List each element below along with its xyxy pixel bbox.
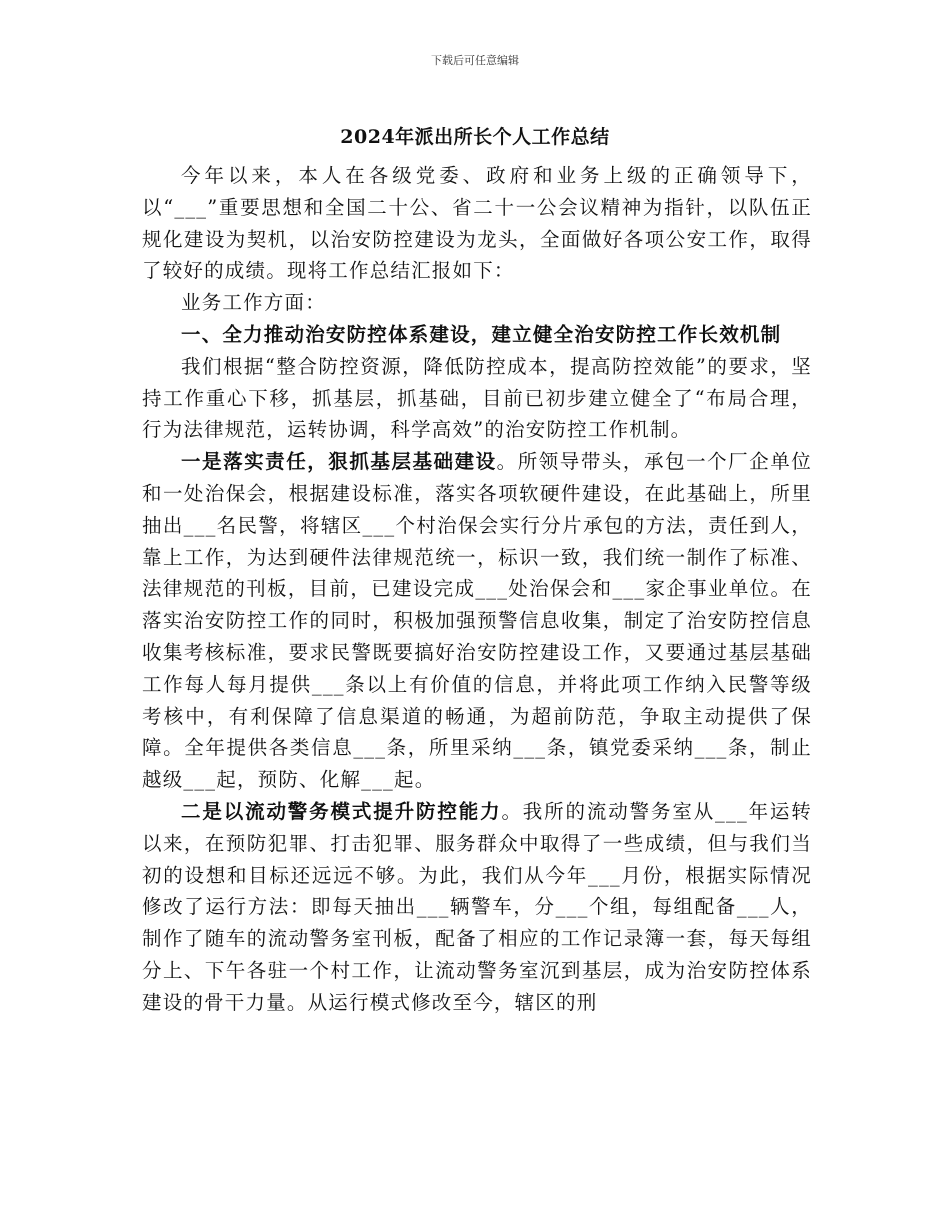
intro-paragraph: 今年以来，本人在各级党委、政府和业务上级的正确领导下，以“___”重要思想和全国二十公、省二十一公会议精神为指针，以队伍正规化建设为契机，以治安防控建设为龙头，全面做好各项公安工作，取得了较好的成绩。现将工作总结汇报如下： xyxy=(142,164,812,283)
section1-paragraph: 我们根据“整合防控资源，降低防控成本，提高防控效能”的要求，坚持工作重心下移，抓基层，抓基础，目前已初步建立健全了“布局合理，行为法律规范，运转协调，科学高效”的治安防控工作机制。 xyxy=(142,354,812,442)
section1-heading: 一、全力推动治安防控体系建设，建立健全治安防控工作长效机制 xyxy=(181,322,782,346)
item2-paragraph xyxy=(142,796,812,1019)
business-paragraph: 业务工作方面： xyxy=(181,291,326,315)
item1-lead: 一是落实责任，狠抓基层基础建设 xyxy=(181,450,497,474)
item2-body: 。我所的流动警务室从___年运转以来，在预防犯罪、打击犯罪、服务群众中取得了一些成绩，但与我们当初的设想和目标还远远不够。为此，我们从今年___月份，根据实际情况修改了运行方法：即每天抽出___辆警车，分___个组，每组配备___人，制作了随车的流动警务室刊板，配备了相应的工作记录簿一套，每天每组分上、下午各驻一个村工作，让流动警务室沉到基层，成为治安防控体系建设的骨干力量。从运行模式修改至今，辖区的刑 xyxy=(142,799,812,1014)
item1-paragraph xyxy=(142,446,812,796)
item2-lead: 二是以流动警务模式提升防控能力 xyxy=(181,799,502,823)
document-title: 2024年派出所长个人工作总结 xyxy=(340,126,610,148)
header-note: 下载后可任意编辑 xyxy=(431,54,519,67)
item1-body: 。所领导带头，承包一个厂企单位和一处治保会，根据建设标准，落实各项软硬件建设，在此基础上，所里抽出___名民警，将辖区___个村治保会实行分片承包的方法，责任到人，靠上工作，为达到硬件法律规范统一，标识一致，我们统一制作了标准、法律规范的刊板，目前，已建设完成___处治保会和___家企事业单位。在落实治安防控工作的同时，积极加强预警信息收集，制定了治安防控信息收集考核标准，要求民警既要搞好治安防控建设工作，又要通过基层基础工作每人每月提供___条以上有价值的信息，并将此项工作纳入民警等级考核中，有利保障了信息渠道的畅通，为超前防范，争取主动提供了保障。全年提供各类信息___条，所里采纳___条，镇党委采纳___条，制止越级___起，预防、化解___起。 xyxy=(142,450,812,792)
document-body xyxy=(142,160,812,1019)
